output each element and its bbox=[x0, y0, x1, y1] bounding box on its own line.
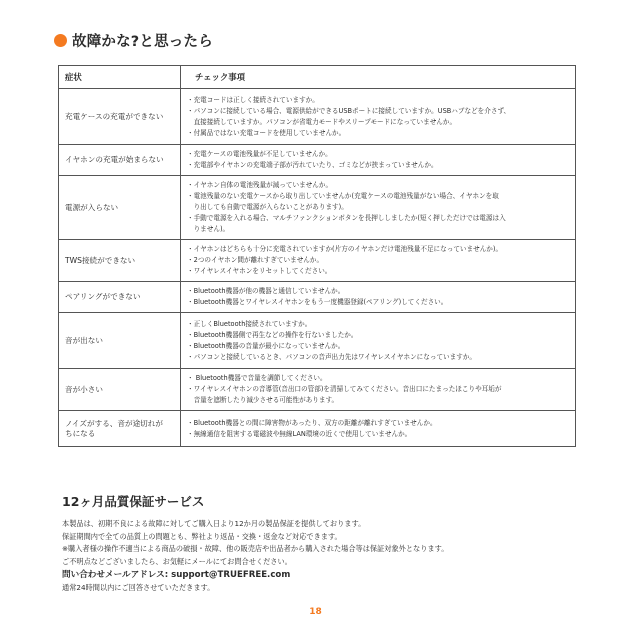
check-item: ・Bluetooth機器の音量が最小になっていませんか。 bbox=[187, 341, 345, 350]
table-row bbox=[59, 145, 576, 176]
symptom-cell bbox=[59, 313, 181, 369]
check-item: ・充電ケースの電池残量が不足していませんか。 bbox=[187, 150, 332, 158]
warranty-line: 保証期間内で全ての品質上の問題とも、弊社より返品・交換・返金など対応できます。 bbox=[62, 531, 342, 541]
checks-cell bbox=[181, 145, 576, 176]
check-item: ・Bluetooth機器が他の機器と通信していませんか。 bbox=[187, 287, 345, 295]
warranty-line: ご不明点などございましたら、お気軽にメールにてお問合せください。 bbox=[62, 556, 292, 566]
check-item: ・イヤホンはどちらも十分に充電されていますか(片方のイヤホンだけ電池残量不足になっていませんか)。 bbox=[187, 245, 503, 253]
symptom-text: ノイズがする、音が途切れが bbox=[65, 418, 163, 428]
header-symptom: 症状 bbox=[59, 66, 181, 89]
check-item: ・手動で電源を入れる場合、マルチファンクションボタンを長押ししましたか(短く押しただけでは電源は入 bbox=[187, 214, 506, 222]
checks-cell bbox=[181, 176, 576, 240]
warranty-title: 12ヶ月品質保証サービス bbox=[62, 494, 205, 509]
table-row bbox=[59, 176, 576, 240]
symptom-cell bbox=[59, 89, 181, 145]
check-item: 直接接続していますか。パソコンが省電力モードやスリープモードになっていませんか。 bbox=[187, 117, 457, 126]
symptom-text: TWS接続ができない bbox=[65, 255, 136, 265]
table-row bbox=[59, 369, 576, 411]
table-row bbox=[59, 89, 576, 145]
symptom-text: 電源が入らない bbox=[65, 202, 119, 212]
warranty-body bbox=[62, 518, 582, 594]
header-checks: チェック事項 bbox=[181, 66, 576, 89]
table-row bbox=[59, 240, 576, 282]
check-item: ・パソコンと接続しているとき、パソコンの音声出力先はワイヤレスイヤホンになっていますか。 bbox=[187, 352, 477, 361]
check-item: ・イヤホン自体の電池残量が減っていませんか。 bbox=[187, 181, 333, 189]
symptom-text: ペアリングができない bbox=[65, 292, 141, 301]
troubleshooting-table bbox=[58, 65, 576, 447]
check-item: 音量を遮断したり減少させる可能性があります。 bbox=[187, 396, 339, 404]
check-item: りません)。 bbox=[187, 225, 230, 233]
section-title: 故障かな?と思ったら bbox=[72, 33, 213, 50]
check-item: ・パソコンに接続している場合、電源供給ができるUSBポートに接続していますか。USBハブなどを介さず、 bbox=[187, 106, 511, 115]
check-item: ・Bluetooth機器との間に障害物があったり、双方の距離が離れすぎていませんか。 bbox=[187, 418, 437, 427]
check-item: ・ Bluetooth機器で音量を調節してください。 bbox=[187, 374, 327, 382]
check-item: ・ワイヤレスイヤホンをリセットしてください。 bbox=[187, 267, 332, 275]
check-item: ・充電部やイヤホンの充電端子部が汚れていたり、ゴミなどが挟まっていませんか。 bbox=[187, 161, 438, 169]
response-time: 通常24時間以内にご回答させていただきます。 bbox=[62, 583, 215, 593]
check-item: ・Bluetooth機器側で再生などの操作を行ないましたか。 bbox=[187, 330, 358, 339]
orange-dot-icon bbox=[54, 34, 67, 47]
table-row bbox=[59, 411, 576, 447]
checks-cell bbox=[181, 369, 576, 411]
check-item: り出しても自動で電源が入らないことがあります)。 bbox=[187, 203, 348, 211]
check-item: ・電池残量のない充電ケースから取り出していませんか(充電ケースの電池残量がない場合、イヤホンを取 bbox=[187, 192, 499, 200]
check-item: ・ワイヤレスイヤホンの音導管(音出口の管部)を清掃してみてください。音出口にたまったほこりや耳垢が bbox=[187, 385, 502, 393]
table-row bbox=[59, 282, 576, 313]
symptom-cell bbox=[59, 176, 181, 240]
symptom-text: ちになる bbox=[65, 428, 96, 438]
symptom-text: 充電ケースの充電ができない bbox=[65, 111, 164, 121]
symptom-text: 音が出ない bbox=[65, 335, 103, 345]
page-number: 18 bbox=[309, 607, 322, 617]
check-item: ・充電コードは正しく接続されていますか。 bbox=[187, 95, 319, 104]
check-item: ・2つのイヤホン間が離れすぎていませんか。 bbox=[187, 256, 324, 264]
table-row bbox=[59, 313, 576, 369]
check-item: ・無線通信を阻害する電磁波や無線LAN環境の近くで使用していませんか。 bbox=[187, 429, 412, 438]
warranty-line: ※購入者様の操作不適当による商品の破損・故障、他の販売店や出品者から購入された場合等は保証対象外となります。 bbox=[62, 544, 449, 554]
contact-email: 問い合わせメールアドレス: support@TRUEFREE.com bbox=[62, 570, 291, 581]
checks-cell bbox=[181, 89, 576, 145]
symptom-cell bbox=[59, 411, 181, 447]
section-heading bbox=[54, 29, 213, 51]
table-header-row bbox=[59, 66, 576, 89]
checks-cell bbox=[181, 313, 576, 369]
symptom-text: 音が小さい bbox=[65, 384, 103, 394]
symptom-cell bbox=[59, 369, 181, 411]
check-item: ・付属品ではない充電コードを使用していませんか。 bbox=[187, 128, 346, 137]
symptom-cell bbox=[59, 282, 181, 313]
symptom-text: イヤホンの充電が始まらない bbox=[65, 155, 164, 164]
checks-cell bbox=[181, 282, 576, 313]
symptom-cell bbox=[59, 145, 181, 176]
symptom-cell bbox=[59, 240, 181, 282]
warranty-line: 本製品は、初期不良による故障に対してご購入日より12か月の製品保証を提供しております。 bbox=[62, 519, 366, 528]
checks-cell bbox=[181, 411, 576, 447]
checks-cell bbox=[181, 240, 576, 282]
check-item: ・正しくBluetooth接続されていますか。 bbox=[187, 319, 312, 328]
check-item: ・Bluetooth機器とワイヤレスイヤホンをもう一度機器登録(ペアリング)してください。 bbox=[187, 298, 448, 306]
